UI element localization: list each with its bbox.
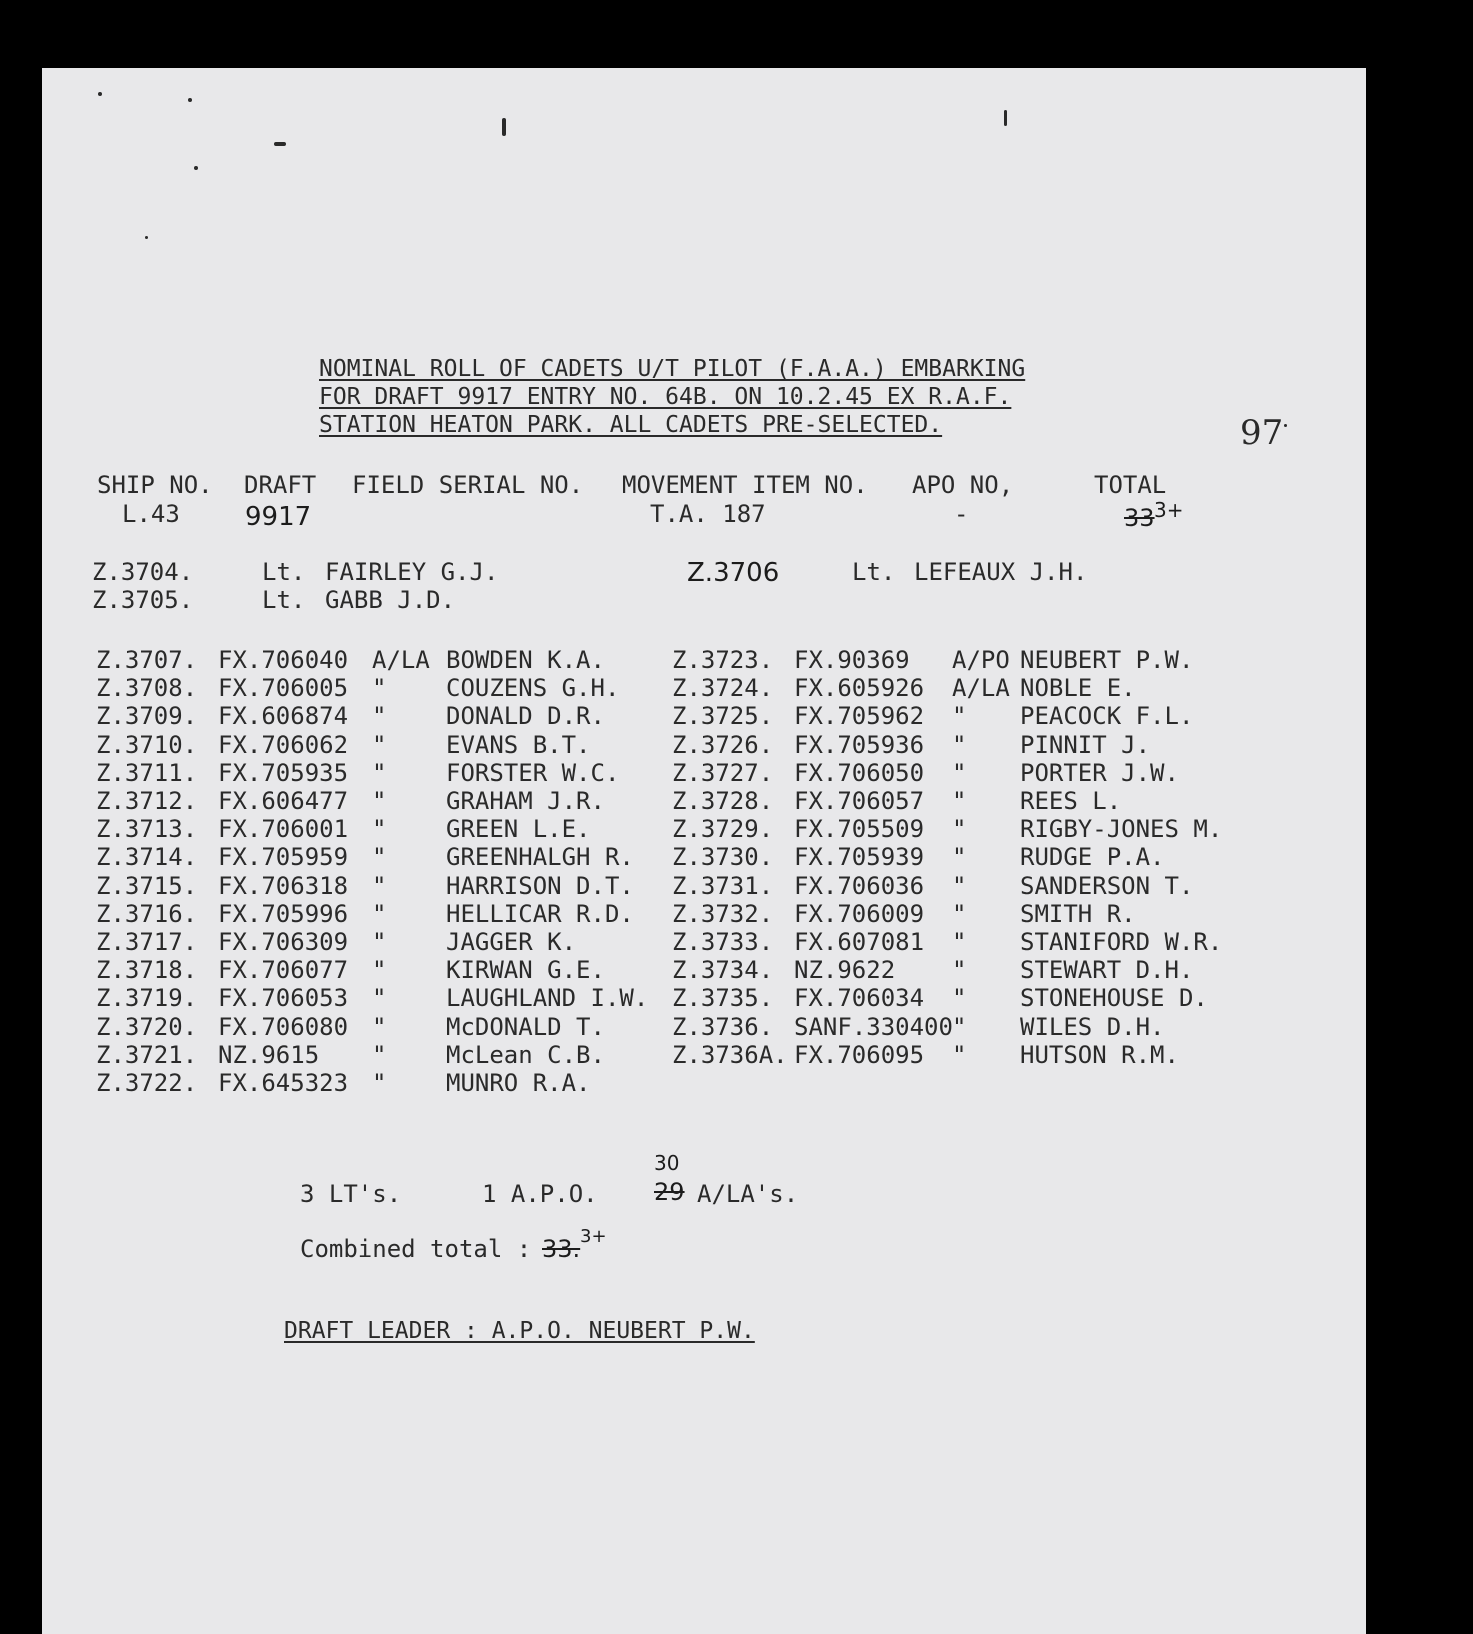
officer-name: FAIRLEY G.J.: [325, 558, 499, 586]
roll-service: FX.706034: [794, 984, 925, 1013]
roll-name: WILES D.H.: [1020, 1012, 1165, 1041]
roll-service: FX.705996: [218, 899, 349, 928]
combined-total-added: 3+: [580, 1226, 607, 1247]
speck: [145, 236, 148, 239]
speck: [1284, 424, 1287, 427]
roll-rank: ": [372, 984, 387, 1013]
roll-rank: ": [952, 730, 967, 759]
roll-service: FX.706009: [794, 899, 925, 928]
roll-no: Z.3723.: [672, 646, 774, 674]
roll-rank: ": [372, 1069, 387, 1097]
officer-name: GABB J.D.: [325, 586, 456, 614]
officer-no: Z.3706: [687, 558, 780, 588]
roll-no: Z.3727.: [672, 758, 774, 787]
roll-name: McDONALD T.: [446, 1012, 605, 1041]
roll-service: NZ.9622: [794, 956, 896, 985]
roll-service: FX.706095: [794, 1040, 925, 1069]
officer-rank: Lt.: [262, 558, 306, 586]
roll-rank: ": [372, 1012, 387, 1041]
movement-value: T.A. 187: [650, 500, 766, 528]
roll-name: SMITH R.: [1020, 899, 1136, 928]
roll-service: FX.706318: [218, 871, 349, 900]
roll-no: Z.3714.: [96, 843, 198, 872]
roll-no: Z.3707.: [96, 646, 198, 674]
roll-service: SANF.330400: [794, 1012, 953, 1041]
summary-ala-struck: 29: [654, 1178, 685, 1206]
roll-service: FX.706050: [794, 758, 925, 787]
officer-rank: Lt.: [262, 586, 306, 614]
roll-name: RUDGE P.A.: [1020, 843, 1165, 872]
roll-service: NZ.9615: [218, 1040, 320, 1069]
roll-rank: ": [372, 758, 387, 787]
roll-no: Z.3712.: [96, 787, 198, 815]
summary-ala-added: 30: [654, 1151, 680, 1175]
title-line-2: FOR DRAFT 9917 ENTRY NO. 64B. ON 10.2.45 EX R.A.F.: [319, 384, 1012, 410]
roll-name: GRAHAM J.R.: [446, 787, 605, 815]
roll-no: Z.3713.: [96, 815, 198, 844]
total-label: TOTAL: [1094, 471, 1167, 499]
roll-name: NEUBERT P.W.: [1020, 646, 1194, 674]
roll-service: FX.706005: [218, 674, 349, 703]
roll-rank: ": [952, 758, 967, 787]
roll-rank: ": [952, 787, 967, 815]
roll-no: Z.3709.: [96, 702, 198, 731]
roll-name: PORTER J.W.: [1020, 758, 1179, 787]
roll-rank: ": [372, 928, 387, 956]
document-sheet: [42, 68, 1366, 1634]
roll-rank: ": [372, 899, 387, 928]
roll-no: Z.3731.: [672, 871, 774, 900]
roll-name: NOBLE E.: [1020, 674, 1136, 703]
summary-ala-label: A/LA's.: [697, 1180, 799, 1208]
roll-name: COUZENS G.H.: [446, 674, 620, 703]
speck: [502, 118, 506, 136]
speck: [1004, 110, 1007, 126]
roll-name: HELLICAR R.D.: [446, 899, 634, 928]
roll-rank: ": [372, 702, 387, 731]
roll-name: FORSTER W.C.: [446, 758, 620, 787]
roll-name: PEACOCK F.L.: [1020, 702, 1194, 731]
draft-leader: DRAFT LEADER : A.P.O. NEUBERT P.W.: [284, 1318, 755, 1344]
roll-name: EVANS B.T.: [446, 730, 591, 759]
roll-name: GREENHALGH R.: [446, 843, 634, 872]
roll-service: FX.706001: [218, 815, 349, 844]
roll-no: Z.3735.: [672, 984, 774, 1013]
roll-rank: ": [372, 1040, 387, 1069]
roll-rank: A/LA: [952, 674, 1010, 703]
roll-no: Z.3722.: [96, 1069, 198, 1097]
roll-name: REES L.: [1020, 787, 1122, 815]
roll-service: FX.705939: [794, 843, 925, 872]
officer-no: Z.3705.: [92, 586, 194, 614]
roll-name: KIRWAN G.E.: [446, 956, 605, 985]
roll-name: STONEHOUSE D.: [1020, 984, 1208, 1013]
roll-name: HARRISON D.T.: [446, 871, 634, 900]
roll-rank: ": [952, 871, 967, 900]
roll-service: FX.645323: [218, 1069, 349, 1097]
summary-lts: 3 LT's.: [300, 1180, 402, 1208]
apo-value: -: [954, 500, 969, 528]
roll-rank: ": [952, 843, 967, 872]
roll-name: LAUGHLAND I.W.: [446, 984, 649, 1013]
officer-rank: Lt.: [852, 558, 896, 586]
roll-name: SANDERSON T.: [1020, 871, 1194, 900]
roll-no: Z.3721.: [96, 1040, 198, 1069]
roll-no: Z.3736.: [672, 1012, 774, 1041]
roll-rank: ": [952, 899, 967, 928]
roll-service: FX.706036: [794, 871, 925, 900]
roll-rank: ": [372, 871, 387, 900]
roll-rank: ": [952, 1012, 967, 1041]
roll-service: FX.705935: [218, 758, 349, 787]
roll-rank: A/PO: [952, 646, 1010, 674]
roll-no: Z.3728.: [672, 787, 774, 815]
speck: [274, 142, 286, 146]
roll-name: MUNRO R.A.: [446, 1069, 591, 1097]
roll-no: Z.3717.: [96, 928, 198, 956]
roll-rank: ": [952, 956, 967, 985]
draft-label: DRAFT: [244, 471, 317, 499]
combined-total-struck: 33.: [542, 1235, 581, 1263]
roll-rank: ": [952, 702, 967, 731]
officer-name: LEFEAUX J.H.: [914, 558, 1088, 586]
roll-rank: ": [372, 843, 387, 872]
roll-name: RIGBY-JONES M.: [1020, 815, 1223, 844]
roll-service: FX.90369: [794, 646, 910, 674]
roll-rank: A/LA: [372, 646, 430, 674]
total-added: 3+: [1154, 498, 1184, 522]
roll-service: FX.606874: [218, 702, 349, 731]
roll-no: Z.3736A.: [672, 1040, 788, 1069]
combined-total-label: Combined total :: [300, 1235, 532, 1263]
roll-service: FX.706053: [218, 984, 349, 1013]
roll-rank: ": [952, 1040, 967, 1069]
officer-no: Z.3704.: [92, 558, 194, 586]
roll-service: FX.706040: [218, 646, 349, 674]
ship-no-value: L.43: [122, 500, 180, 528]
roll-no: Z.3732.: [672, 899, 774, 928]
page-number: 97: [1240, 413, 1284, 453]
roll-no: Z.3708.: [96, 674, 198, 703]
roll-name: BOWDEN K.A.: [446, 646, 605, 674]
total-struck: 33: [1124, 504, 1155, 532]
roll-service: FX.607081: [794, 928, 925, 956]
roll-rank: ": [952, 984, 967, 1013]
roll-no: Z.3718.: [96, 956, 198, 985]
roll-no: Z.3724.: [672, 674, 774, 703]
roll-no: Z.3730.: [672, 843, 774, 872]
roll-service: FX.705936: [794, 730, 925, 759]
roll-rank: ": [952, 928, 967, 956]
roll-no: Z.3710.: [96, 730, 198, 759]
draft-value: 9917: [245, 502, 312, 532]
roll-name: DONALD D.R.: [446, 702, 605, 731]
roll-name: JAGGER K.: [446, 928, 577, 956]
ship-no-label: SHIP NO.: [97, 471, 213, 499]
roll-service: FX.705962: [794, 702, 925, 731]
field-serial-label: FIELD SERIAL NO.: [352, 471, 584, 499]
summary-apo: 1 A.P.O.: [482, 1180, 598, 1208]
roll-name: PINNIT J.: [1020, 730, 1151, 759]
movement-label: MOVEMENT ITEM NO.: [622, 471, 868, 499]
roll-no: Z.3734.: [672, 956, 774, 985]
roll-rank: ": [372, 730, 387, 759]
roll-service: FX.706057: [794, 787, 925, 815]
roll-service: FX.706080: [218, 1012, 349, 1041]
roll-service: FX.706077: [218, 956, 349, 985]
roll-rank: ": [372, 956, 387, 985]
title-line-3: STATION HEATON PARK. ALL CADETS PRE-SELECTED.: [319, 412, 943, 438]
roll-service: FX.705509: [794, 815, 925, 844]
roll-service: FX.706309: [218, 928, 349, 956]
roll-no: Z.3726.: [672, 730, 774, 759]
speck: [194, 166, 198, 170]
roll-service: FX.706062: [218, 730, 349, 759]
roll-rank: ": [372, 815, 387, 844]
roll-name: McLean C.B.: [446, 1040, 605, 1069]
roll-no: Z.3716.: [96, 899, 198, 928]
roll-rank: ": [372, 674, 387, 703]
roll-no: Z.3719.: [96, 984, 198, 1013]
speck: [188, 98, 192, 102]
roll-name: HUTSON R.M.: [1020, 1040, 1179, 1069]
speck: [98, 92, 102, 96]
roll-no: Z.3711.: [96, 758, 198, 787]
roll-service: FX.705959: [218, 843, 349, 872]
title-line-1: NOMINAL ROLL OF CADETS U/T PILOT (F.A.A.) EMBARKING: [319, 356, 1026, 382]
roll-rank: ": [952, 815, 967, 844]
roll-no: Z.3733.: [672, 928, 774, 956]
roll-rank: ": [372, 787, 387, 815]
roll-name: GREEN L.E.: [446, 815, 591, 844]
roll-no: Z.3720.: [96, 1012, 198, 1041]
roll-no: Z.3715.: [96, 871, 198, 900]
roll-no: Z.3729.: [672, 815, 774, 844]
roll-name: STANIFORD W.R.: [1020, 928, 1223, 956]
roll-name: STEWART D.H.: [1020, 956, 1194, 985]
roll-no: Z.3725.: [672, 702, 774, 731]
roll-service: FX.606477: [218, 787, 349, 815]
apo-label: APO NO,: [912, 471, 1014, 499]
roll-service: FX.605926: [794, 674, 925, 703]
